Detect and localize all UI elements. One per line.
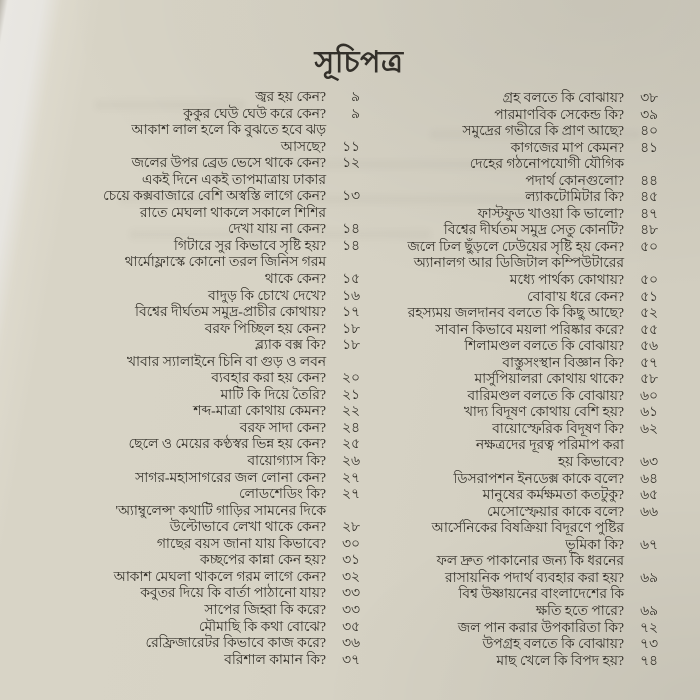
toc-question: কবুতর দিয়ে কি বার্তা পাঠানো যায়? (140, 585, 326, 601)
toc-page-number: ৬৭ (640, 536, 658, 552)
toc-page-number: ৬৪ (640, 470, 658, 486)
toc-question: আসছে? (280, 138, 326, 154)
toc-page-number: ৫১ (640, 288, 658, 304)
toc-page-number: ১৮ (342, 337, 360, 353)
toc-page-number: ৬১ (640, 404, 658, 420)
toc-row (60, 519, 360, 536)
toc-row (388, 189, 658, 206)
toc-page-number: ২৭ (342, 469, 360, 485)
toc-page-number: ২১ (342, 386, 360, 402)
toc-row (388, 636, 658, 653)
toc-question: ক্ষতি হতে পারে? (535, 602, 624, 618)
toc-page-number: ১১ (342, 138, 360, 154)
toc-question: ভূমিকা কি? (565, 536, 624, 552)
toc-question: পারমাণবিক সেকেন্ড কি? (494, 106, 624, 122)
toc-question: গিটারে সুর কিভাবে সৃষ্টি হয়? (173, 237, 326, 253)
toc-row (388, 620, 658, 637)
toc-page-number: ১৪ (342, 237, 360, 253)
toc-page-number: ২৫ (342, 436, 360, 452)
toc-row (388, 603, 658, 620)
toc-question: মানুষের কর্মক্ষমতা কতটুকু? (482, 487, 624, 503)
toc-page-number: ২২ (342, 403, 360, 419)
toc-question: শিলামণ্ডল বলতে কি বোঝায়? (464, 338, 624, 354)
toc-row (388, 471, 658, 488)
toc-row (388, 222, 658, 239)
toc-question: রেফ্রিজারেটর কিভাবে কাজ করে? (145, 635, 326, 651)
toc-question: রাসায়নিক পদার্থ ব্যবহার করা হয়? (445, 569, 624, 585)
toc-question: ব্যবহার করা হয় কেন? (211, 370, 326, 386)
toc-left-column (60, 89, 360, 668)
toc-question: বিশ্বের দীর্ঘতম সমুদ্র-প্রাচীর কোথায়? (135, 304, 326, 320)
toc-row (60, 172, 360, 189)
toc-question: বায়োগ্যাস কি? (247, 453, 326, 469)
toc-question: কাগজের মাপ কেমন? (510, 139, 624, 155)
toc-question: হয় কিভাবে? (557, 454, 624, 470)
toc-row (388, 371, 658, 388)
toc-row (388, 90, 658, 107)
toc-row (60, 602, 360, 619)
toc-question: থাকে কেন? (264, 271, 326, 287)
toc-question: বারিমণ্ডল বলতে কি বোঝায়? (467, 387, 624, 403)
toc-row (388, 338, 658, 355)
toc-row (388, 206, 658, 223)
toc-row (60, 254, 360, 271)
toc-page-number: ৩৩ (342, 585, 360, 601)
toc-question: গাছের বয়স জানা যায় কিভাবে? (156, 535, 326, 551)
toc-row (388, 520, 658, 537)
toc-page-number: ৩৭ (342, 651, 360, 667)
toc-row (60, 436, 360, 453)
toc-question: ফল দ্রুত পাকানোর জন্য কি ধরনের (436, 553, 624, 569)
toc-question: লোডশেডিং কি? (239, 486, 326, 502)
toc-page-number: ৪১ (640, 139, 658, 155)
toc-question: খাদ্য বিদূষণ কোথায় বেশি হয়? (463, 404, 624, 420)
toc-row (60, 387, 360, 404)
toc-question: বাদুড় কি চোখে দেখে? (208, 287, 326, 303)
toc-row (60, 652, 360, 669)
toc-row (388, 140, 658, 157)
toc-page-number: ৪৮ (640, 222, 658, 238)
toc-page-number: ৩৬ (342, 635, 360, 651)
toc-row (60, 321, 360, 338)
toc-page-number: ৫৬ (640, 338, 658, 354)
toc-row (388, 156, 658, 173)
toc-row (60, 420, 360, 437)
toc-question: শব্দ-মাত্রা কোথায় কেমন? (193, 403, 326, 419)
toc-row (60, 486, 360, 503)
page-title: সূচিপত্র (314, 46, 404, 79)
toc-row (60, 403, 360, 420)
toc-row (60, 106, 360, 123)
toc-page-number: ২৮ (342, 519, 360, 535)
toc-page-number: ৩০ (342, 535, 360, 551)
toc-question: আকাশ মেঘলা থাকলে গরম লাগে কেন? (113, 568, 326, 584)
toc-page-number: ১৬ (342, 287, 360, 303)
toc-row (60, 304, 360, 321)
toc-page-number: ৬৬ (640, 503, 658, 519)
toc-question: মার্সুপিয়ালরা কোথায় থাকে? (474, 371, 624, 387)
toc-page-number: ৩১ (342, 552, 360, 568)
toc-page-number: ৫৭ (640, 354, 658, 370)
toc-row (388, 487, 658, 504)
toc-question: উপগ্রহ বলতে কি বোঝায়? (482, 636, 624, 652)
toc-question: সমুদ্রের গভীরে কি প্রাণ আছে? (462, 123, 624, 139)
toc-question: বোবা'য় ধরে কেন? (527, 288, 624, 304)
toc-question: মেসোস্ফেয়ার কাকে বলে? (487, 503, 624, 519)
toc-question: সাবান কিভাবে ময়লা পরিষ্কার করে? (435, 321, 624, 337)
toc-question: গ্রহ বলতে কি বোঝায়? (502, 90, 624, 105)
toc-question: জলে ঢিল ছুঁড়লে ঢেউয়ের সৃষ্টি হয় কেন? (407, 238, 624, 254)
toc-question: বায়োস্ফেরিক বিদূষণ কি? (492, 420, 624, 436)
toc-row (60, 205, 360, 222)
toc-right-column (388, 90, 658, 669)
toc-page-number: ৭৩ (640, 636, 658, 652)
toc-page-number: ৯ (351, 105, 360, 121)
toc-row (388, 454, 658, 471)
toc-row (60, 155, 360, 172)
toc-question: জ্বর হয় কেন? (255, 89, 326, 104)
toc-question: বরফ সাদা কেন? (239, 419, 326, 435)
toc-row (60, 536, 360, 553)
toc-row (60, 271, 360, 288)
toc-row (60, 354, 360, 371)
toc-question: বিশ্ব উষ্ণায়নের বাংলাদেশের কি (458, 586, 624, 602)
toc-page-number: ১৮ (342, 320, 360, 336)
toc-question: ছেলে ও মেয়ের কণ্ঠস্বর ভিন্ন হয় কেন? (128, 436, 326, 452)
toc-page-number: ৭২ (640, 619, 658, 635)
toc-row (60, 619, 360, 636)
toc-question: দেহের গঠনোপযোগী যৌগিক (469, 156, 624, 172)
toc-page-number: ১২ (342, 155, 360, 171)
toc-question: নক্ষত্রদের দূরত্ব পরিমাপ করা (475, 437, 624, 453)
toc-row (388, 553, 658, 570)
toc-question: সাগর-মহাসাগরের জল লোনা কেন? (135, 469, 326, 485)
toc-question: থার্মোফ্লাস্কে কোনো তরল জিনিস গরম (124, 254, 326, 270)
toc-page-number: ৬২ (640, 420, 658, 436)
toc-page-number: ১৭ (342, 304, 360, 320)
toc-question: বিশ্বের দীর্ঘতম সমুদ্র সেতু কোনটি? (443, 222, 624, 238)
toc-question: ফাস্টফুড খাওয়া কি ভালো? (477, 205, 624, 221)
toc-page-number: ২৬ (342, 453, 360, 469)
toc-row (388, 404, 658, 421)
toc-page-number: ৪৫ (640, 189, 658, 205)
toc-row (60, 89, 360, 106)
toc-question: জল পান করার উপকারিতা কি? (457, 619, 624, 635)
toc-page-number: ৬৩ (640, 454, 658, 470)
toc-question: আর্সেনিকের বিষক্রিয়া বিদূরণে পুষ্টির (431, 520, 624, 536)
toc-question: কচ্ছপের কান্না কেন হয়? (199, 552, 326, 568)
toc-page-number: ৫০ (640, 272, 658, 288)
toc-question: মাটি কি দিয়ে তৈরি? (220, 386, 326, 402)
toc-question: কুকুর ঘেউ ঘেউ করে কেন? (183, 105, 326, 121)
toc-row (388, 107, 658, 124)
toc-row (388, 322, 658, 339)
toc-row (60, 238, 360, 255)
toc-row (60, 139, 360, 156)
toc-page-number: ৩৮ (640, 90, 658, 105)
toc-row (388, 388, 658, 405)
toc-question: খাবার স্যালাইনে চিনি বা গুড় ও লবন (126, 353, 326, 369)
toc-page-number: ৬৯ (640, 602, 658, 618)
toc-row (60, 221, 360, 238)
toc-row (388, 570, 658, 587)
toc-row (388, 173, 658, 190)
toc-row (388, 421, 658, 438)
toc-question: 'অ্যাম্বুলেন্স' কথাটি গাড়ির সামনের দিকে (115, 502, 326, 518)
toc-question: ব্ল্যাক বক্স কি? (255, 337, 326, 353)
toc-question: ডিসরাপশন ইনডেক্স কাকে বলে? (453, 470, 624, 486)
toc-question: মাছ খেলে কি বিপদ হয়? (496, 652, 624, 668)
toc-page-number: ৩৫ (342, 618, 360, 634)
toc-row (60, 552, 360, 569)
toc-page-number: ২০ (342, 370, 360, 386)
toc-question: অ্যানালগ আর ডিজিটাল কম্পিউটারের (413, 255, 624, 271)
toc-question: চেয়ে কক্সবাজারে বেশি অস্বস্তি লাগে কেন? (103, 188, 326, 204)
toc-question: উল্টোভাবে লেখা থাকে কেন? (169, 519, 326, 535)
toc-page-number: ৩৩ (342, 601, 360, 617)
toc-question: রহস্যময় জলদানব বলতে কি কিছু আছে? (407, 305, 624, 321)
toc-page-number: ১৫ (342, 271, 360, 287)
toc-page-number: ১৪ (342, 221, 360, 237)
toc-row (388, 239, 658, 256)
toc-page-number: ৩২ (342, 568, 360, 584)
toc-question: বাস্তুসংস্থান বিজ্ঞান কি? (502, 354, 624, 370)
toc-question: রাতে মেঘলা থাকলে সকালে শিশির (139, 204, 326, 220)
toc-row (60, 635, 360, 652)
toc-question: সাপের জিহ্বা কি করে? (204, 601, 326, 617)
toc-question: পদার্থ কোনগুলো? (525, 172, 624, 188)
toc-page-number: ৬৫ (640, 487, 658, 503)
toc-page-number: ৭৪ (640, 652, 658, 668)
toc-page-number: ৩৯ (640, 106, 658, 122)
toc-question: দেখা যায় না কেন? (227, 221, 326, 237)
toc-page-number: ৪০ (640, 123, 658, 139)
toc-page-number: ৫০ (640, 238, 658, 254)
toc-question: বরফ পিচ্ছিল হয় কেন? (204, 320, 326, 336)
toc-row (388, 305, 658, 322)
toc-row (388, 255, 658, 272)
toc-question: বরিশাল কামান কি? (224, 651, 326, 667)
toc-page-number: ২৪ (342, 419, 360, 435)
toc-row (60, 569, 360, 586)
toc-row (60, 370, 360, 387)
toc-row (60, 453, 360, 470)
toc-row (60, 585, 360, 602)
toc-page-number: ৯ (351, 89, 360, 104)
toc-page-number: ৪৭ (640, 205, 658, 221)
toc-question: মৌমাছি কি কথা বোঝে? (198, 618, 326, 634)
toc-row (388, 586, 658, 603)
toc-page-number: ১৩ (342, 188, 360, 204)
toc-page-number: ৫৫ (640, 321, 658, 337)
toc-page-number: ৫২ (640, 305, 658, 321)
toc-row (60, 122, 360, 139)
toc-row (388, 123, 658, 140)
toc-question: আকাশ লাল হলে কি বুঝতে হবে ঝড় (131, 122, 326, 138)
toc-page-number: ২৭ (342, 486, 360, 502)
toc-row (388, 653, 658, 670)
toc-row (60, 470, 360, 487)
toc-row (388, 272, 658, 289)
toc-row (388, 504, 658, 521)
toc-row (60, 188, 360, 205)
toc-question: জলের উপর ব্রেড ভেসে থাকে কেন? (131, 155, 326, 171)
toc-row (388, 355, 658, 372)
toc-row (60, 337, 360, 354)
toc-page-number: ৬০ (640, 387, 658, 403)
toc-page-number: ৬৯ (640, 569, 658, 585)
toc-row (388, 437, 658, 454)
toc-page-number: ৪৪ (640, 172, 658, 188)
toc-page-number: ৫৮ (640, 371, 658, 387)
toc-question: মধ্যে পার্থক্য কোথায়? (509, 272, 624, 288)
toc-question: একই দিনে একই তাপমাত্রায় ঢাকার (141, 171, 326, 187)
toc-question: ল্যাকটোমিটার কি? (525, 189, 624, 205)
toc-row (60, 288, 360, 305)
toc-row (388, 537, 658, 554)
toc-row (388, 289, 658, 306)
toc-row (60, 503, 360, 520)
